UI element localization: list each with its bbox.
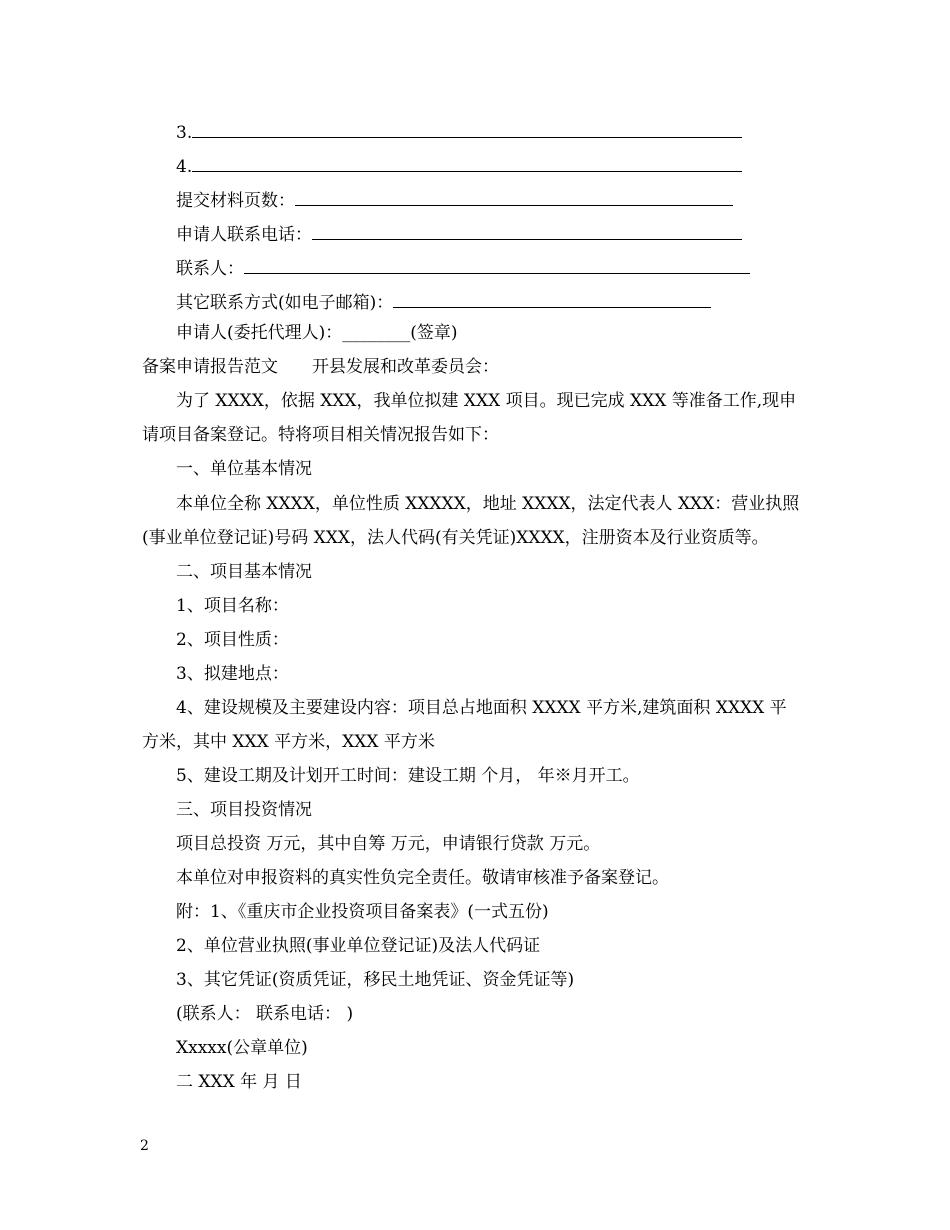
form-item-3 [176, 120, 742, 144]
other-contact-field [176, 290, 711, 314]
attachment-2: 2、单位营业执照(事业单位登记证)及法人代码证 [176, 936, 541, 956]
seal-line: Xxxxx(公章单位) [176, 1038, 308, 1058]
attachment-3: 3、其它凭证(资质凭证，移民土地凭证、资金凭证等) [176, 970, 575, 990]
pages-field [176, 188, 733, 212]
blank-line [244, 256, 750, 274]
section1-title: 一、单位基本情况 [176, 459, 312, 479]
blank-line [312, 222, 742, 240]
item-period: 5、建设工期及计划开工时间：建设工期 个月， 年※月开工。 [176, 766, 640, 786]
date-line: 二 XXX 年 月 日 [176, 1072, 302, 1092]
report-heading: 备案申请报告范文 开县发展和改革委员会： [142, 357, 499, 377]
contact-label: 联系人： [176, 259, 244, 279]
investment-line: 项目总投资 万元，其中自筹 万元，申请银行贷款 万元。 [176, 834, 601, 854]
contact-field [176, 256, 750, 280]
applicant-field: 申请人(委托代理人)：________(签章) [176, 323, 458, 343]
section1-line-1: 本单位全称 XXXX，单位性质 XXXXX，地址 XXXX，法定代表人 XXX：营业执照 [176, 494, 800, 514]
blank-line [393, 290, 711, 308]
form-item-4 [176, 154, 742, 178]
page-number: 2 [140, 1138, 149, 1154]
section1-line-2: (事业单位登记证)号码 XXX，法人代码(有关凭证)XXXX，注册资本及行业资质等。 [142, 528, 769, 548]
responsibility-line: 本单位对申报资料的真实性负完全责任。敬请审核准予备案登记。 [176, 868, 669, 888]
item-project-name: 1、项目名称： [176, 596, 289, 616]
blank-line [295, 188, 733, 206]
blank-line [192, 120, 742, 138]
intro-line-1: 为了 XXXX，依据 XXX，我单位拟建 XXX 项目。现已完成 XXX 等准备工作,现申 [176, 391, 797, 411]
other-contact-label: 其它联系方式(如电子邮箱)： [176, 293, 394, 313]
section2-title: 二、项目基本情况 [176, 562, 312, 582]
form-item-3-label: 3. [176, 123, 193, 143]
item-project-site: 3、拟建地点： [176, 664, 289, 684]
intro-line-2: 请项目备案登记。特将项目相关情况报告如下： [142, 425, 499, 445]
item-scale-line-1: 4、建设规模及主要建设内容：项目总占地面积 XXXX 平方米,建筑面积 XXXX 平 [176, 698, 787, 718]
item-project-nature: 2、项目性质： [176, 630, 289, 650]
section3-title: 三、项目投资情况 [176, 800, 312, 820]
blank-line [192, 154, 742, 172]
form-item-4-label: 4. [176, 157, 193, 177]
pages-label: 提交材料页数： [176, 191, 295, 211]
contact-line: (联系人： 联系电话： ) [176, 1004, 354, 1024]
attachment-1: 附：1、《重庆市企业投资项目备案表》(一式五份) [176, 902, 549, 922]
item-scale-line-2: 方米，其中 XXX 平方米，XXX 平方米 [142, 732, 435, 752]
phone-field [176, 222, 742, 246]
phone-label: 申请人联系电话： [176, 225, 312, 245]
